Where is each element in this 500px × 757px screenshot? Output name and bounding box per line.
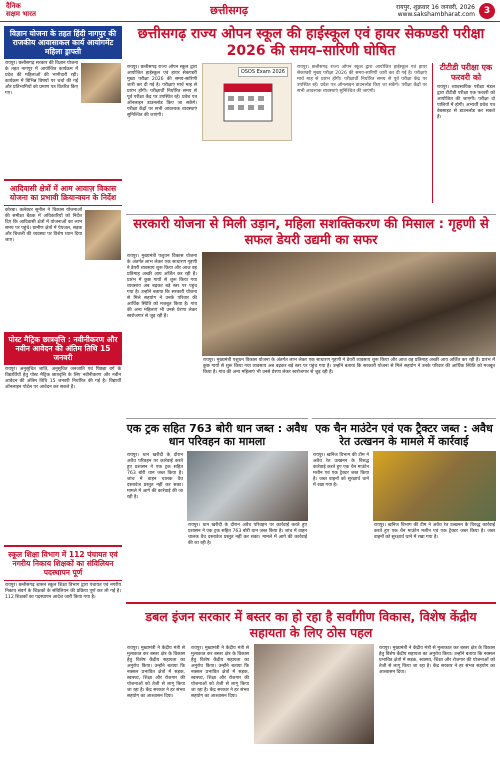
left-story-4-body: रायपुर। छत्तीसगढ़ शासन स्कूल शिक्षा विभाग द्वारा पंचायत एवं नगरीय निकाय संवर्ग के शिक्षकों के संविलियन की प्रक्रिया पूर्ण कर ली गई है। 112 शिक्षकों का पदस्थापन आदेश जारी किया गया है। (5, 583, 121, 600)
dairy-headline: सरकारी योजना से मिली उड़ान, महिला सशक्तिकरण की मिसाल : गृहणी से सफल डेयरी उद्यमी का सफर (126, 214, 496, 249)
calendar-icon (223, 80, 273, 122)
truck-photo (187, 451, 308, 521)
left-story-1 (4, 26, 122, 176)
bastar-headline: डबल इंजन सरकार में बस्तर का हो रहा है सर्वांगीण विकास, विशेष केंद्रीय सहायता के लिए ठोस पहल (145, 609, 477, 640)
paddy-seizure-story: एक ट्रक सहित 763 बोरी धान जब्त : अवैध धान परिवहन का मामला रायपुर। धान खरीदी के दौरान अवैध परिवहन पर कार्रवाई करते हुए प्रशासन ने एक ट्रक सहित 763 बोरी धान जब्त किया है। जांच में वाहन चालक वैध दस्तावेज प्रस्तुत नहीं कर सका। मामले में आगे की कार्रवाई की जा रही है। रायपुर। धान खरीदी के दौरान अवैध परिवहन पर कार्रवाई करते हुए प्रशासन ने एक ट्रक सहित 763 बोरी धान जब्त किया है। जांच में वाहन चालक वैध दस्तावेज प्रस्तुत नहीं कर सका। मामले में आगे की कार्रवाई की जा रही है। (126, 418, 308, 598)
paddy-seizure-headline: एक ट्रक सहित 763 बोरी धान जब्त : अवैध धान परिवहन का मामला (126, 422, 308, 448)
dairy-cows-photo (202, 252, 496, 356)
sand-mining-headline: एक चैन माउंटेन एवं एक ट्रैक्टर जब्त : अवैध रेत उत्खनन के मामले में कार्रवाई (315, 422, 493, 448)
sand-mining-story: एक चैन माउंटेन एवं एक ट्रैक्टर जब्त : अवैध रेत उत्खनन के मामले में कार्रवाई रायपुर। खनिज विभाग की टीम ने अवैध रेत उत्खनन के विरुद्ध कार्रवाई करते हुए एक चैन माउंटेन मशीन एवं एक ट्रैक्टर जब्त किया है। जब्त वाहनों को सुरक्षार्थ थाने में रखा गया है। रायपुर। खनिज विभाग की टीम ने अवैध रेत उत्खनन के विरुद्ध कार्रवाई करते हुए एक चैन माउंटेन मशीन एवं एक ट्रैक्टर जब्त किया है। जब्त वाहनों को सुरक्षार्थ थाने में रखा गया है। (312, 418, 496, 598)
calendar-label: OSOS Exam 2026 (238, 67, 288, 77)
paddy-seizure-body: रायपुर। धान खरीदी के दौरान अवैध परिवहन पर कार्रवाई करते हुए प्रशासन ने एक ट्रक सहित 763 बोरी धान जब्त किया है। जांच में वाहन चालक वैध दस्तावेज प्रस्तुत नहीं कर सका। मामले में आगे की कार्रवाई की जा रही है। (127, 453, 183, 500)
left-story-4-headline: स्कूल शिक्षा विभाग में 112 पंचायत एवं नगरीय निकाय शिक्षकों का संविलियन पदस्थापन पूर्ण (4, 545, 122, 581)
bastar-body: रायपुर। मुख्यमंत्री ने केंद्रीय मंत्री से मुलाकात कर बस्तर क्षेत्र के विकास हेतु विशेष केंद्रीय सहायता का अनुरोध किया। उन्होंने बताया कि नक्सल प्रभावित क्षेत्रों में सड़क, स्वास्थ्य, शिक्षा और रोजगार की योजनाओं को तेजी से लागू किया जा रहा है। केंद्र सरकार ने हर संभव सहयोग का आश्वासन दिया। (127, 646, 185, 699)
left-story-3-headline: पोस्ट मैट्रिक छात्रवृत्ति : नवीनीकरण और नवीन आवेदन की अंतिम तिथि 15 जनवरी (4, 332, 122, 365)
sand-mining-body: रायपुर। खनिज विभाग की टीम ने अवैध रेत उत्खनन के विरुद्ध कार्रवाई करते हुए एक चैन माउंटेन मशीन एवं एक ट्रैक्टर जब्त किया है। जब्त वाहनों को सुरक्षार्थ थाने में रखा गया है। (313, 453, 369, 488)
lead-headline: छत्तीसगढ़ राज्य ओपन स्कूल की हाईस्कूल एवं हायर सेकण्डरी परीक्षा 2026 की समय–सारिणी घोषित (137, 26, 485, 59)
dairy-story (126, 214, 496, 414)
dairy-body-continued: रायपुर। मुख्यमंत्री पशुधन विकास योजना के अंतर्गत लाभ लेकर एक साधारण गृहणी ने डेयरी व्यवसाय शुरू किया और आज वह प्रतिमाह अच्छी आय अर्जित कर रही हैं। प्रारंभ में कुछ गायों से शुरू किया गया व्यवसाय अब बढ़कर बड़े स्तर पर पहुंच गया है। उन्होंने बताया कि सरकारी योजना से मिले सहयोग ने उनके परिवार की आर्थिक स्थिति को मजबूत किया है। गांव की अन्य महिलाएं भी उनसे प्रेरणा लेकर स्वरोजगार से जुड़ रही हैं। (203, 358, 495, 375)
page-number: 3 (479, 3, 495, 19)
lead-body-continued: रायपुर। छत्तीसगढ़ राज्य ओपन स्कूल द्वारा आयोजित हाईस्कूल एवं हायर सेकण्डरी मुख्य परीक्षा 2026 की समय-सारिणी जारी कर दी गई है। परीक्षाएं मार्च माह से प्रारंभ होंगी। परीक्षार्थी निर्धारित समय से पूर्व परीक्षा केंद्र पर उपस्थित रहें। प्रवेश पत्र ऑनलाइन डाउनलोड किए जा सकेंगे। परीक्षा केंद्रों पर सभी आवश्यक व्यवस्थाएं सुनिश्चित की जाएंगी। (297, 65, 427, 94)
left-story-1-body: रायपुर। छत्तीसगढ़ सरकार की विज्ञान योजना के तहत नागपुर में आयोजित कार्यक्रम में प्रदेश की महिलाओं की भागीदारी रही। कार्यक्रम में विभिन्न विषयों पर चर्चा की गई और प्रतिभागियों को प्रमाण पत्र वितरित किए गए। (5, 61, 78, 96)
dateline: रायपुर, शुक्रवार 16 जनवरी, 2026 www.sakshambharat.com (396, 3, 475, 18)
left-column (4, 26, 122, 753)
ministers-meeting-photo (254, 644, 374, 744)
left-story-3-body: रायपुर। अनुसूचित जाति, अनुसूचित जनजाति एवं पिछड़ा वर्ग के विद्यार्थियों हेतु पोस्ट मैट्रिक छात्रवृत्ति के लिए नवीनीकरण और नवीन आवेदन की अंतिम तिथि 15 जनवरी निर्धारित की गई है। विद्यार्थी ऑनलाइन पोर्टल पर आवेदन कर सकते हैं। (5, 367, 121, 390)
story-photo (85, 210, 121, 260)
left-story-2-headline: आदिवासी क्षेत्रों में आम आवाज़ विकास योजना का प्रभावी क्रियान्वयन के निर्देश (4, 179, 122, 206)
ttd-body: रायपुर। व्यावसायिक परीक्षा मंडल द्वारा टीटीडी परीक्षा एक फरवरी को आयोजित की जाएगी। परीक्षा दो पालियों में होगी। अभ्यर्थी प्रवेश पत्र वेबसाइट से डाउनलोड कर सकते हैं। (437, 85, 495, 120)
section-title: छत्तीसगढ़ (210, 4, 249, 17)
ttd-box (432, 63, 496, 203)
exam-calendar-graphic (202, 63, 292, 141)
left-story-2 (4, 179, 122, 329)
ttd-headline: टीटीडी परीक्षा एक फरवरी को (439, 63, 493, 82)
excavator-photo (373, 451, 496, 521)
bastar-story: डबल इंजन सरकार में बस्तर का हो रहा है सर्वांगीण विकास, विशेष केंद्रीय सहायता के लिए ठोस पहल रायपुर। मुख्यमंत्री ने केंद्रीय मंत्री से मुलाकात कर बस्तर क्षेत्र के विकास हेतु विशेष केंद्रीय सहायता का अनुरोध किया। उन्होंने बताया कि नक्सल प्रभावित क्षेत्रों में सड़क, स्वास्थ्य, शिक्षा और रोजगार की योजनाओं को तेजी से लागू किया जा रहा है। केंद्र सरकार ने हर संभव सहयोग का आश्वासन दिया। रायपुर। मुख्यमंत्री ने केंद्रीय मंत्री से मुलाकात कर बस्तर क्षेत्र के विकास हेतु विशेष केंद्रीय सहायता का अनुरोध किया। उन्होंने बताया कि नक्सल प्रभावित क्षेत्रों में सड़क, स्वास्थ्य, शिक्षा और रोजगार की योजनाओं को तेजी से लागू किया जा रहा है। केंद्र सरकार ने हर संभव सहयोग का आश्वासन दिया। रायपुर। मुख्यमंत्री ने केंद्रीय मंत्री से मुलाकात कर बस्तर क्षेत्र के विकास हेतु विशेष केंद्रीय सहायता का अनुरोध किया। उन्होंने बताया कि नक्सल प्रभावित क्षेत्रों में सड़क, स्वास्थ्य, शिक्षा और रोजगार की योजनाओं को तेजी से लागू किया जा रहा है। केंद्र सरकार ने हर संभव सहयोग का आश्वासन दिया। (126, 602, 496, 753)
lead-story (126, 26, 496, 211)
dairy-body: रायपुर। मुख्यमंत्री पशुधन विकास योजना के अंतर्गत लाभ लेकर एक साधारण गृहणी ने डेयरी व्यवसाय शुरू किया और आज वह प्रतिमाह अच्छी आय अर्जित कर रही हैं। प्रारंभ में कुछ गायों से शुरू किया गया व्यवसाय अब बढ़कर बड़े स्तर पर पहुंच गया है। उन्होंने बताया कि सरकारी योजना से मिले सहयोग ने उनके परिवार की आर्थिक स्थिति को मजबूत किया है। गांव की अन्य महिलाएं भी उनसे प्रेरणा लेकर स्वरोजगार से जुड़ रही हैं। (127, 254, 197, 319)
newspaper-logo: दैनिक सक्षम भारत (6, 1, 36, 18)
story-photo (81, 63, 121, 103)
masthead (0, 0, 500, 22)
left-story-3 (4, 332, 122, 542)
lead-body: रायपुर। छत्तीसगढ़ राज्य ओपन स्कूल द्वारा आयोजित हाईस्कूल एवं हायर सेकण्डरी मुख्य परीक्षा 2026 की समय-सारिणी जारी कर दी गई है। परीक्षाएं मार्च माह से प्रारंभ होंगी। परीक्षार्थी निर्धारित समय से पूर्व परीक्षा केंद्र पर उपस्थित रहें। प्रवेश पत्र ऑनलाइन डाउनलोड किए जा सकेंगे। परीक्षा केंद्रों पर सभी आवश्यक व्यवस्थाएं सुनिश्चित की जाएंगी। (127, 65, 197, 118)
main-area (126, 26, 496, 753)
left-story-1-headline: विज्ञान योजना के तहत हिंदी नागपुर की राजकीय आवासाकल कार्य आयोगमेंट महिला ड्राफ्ती (4, 26, 122, 59)
left-story-4 (4, 545, 122, 750)
left-story-2-body: कोरबा। कलेक्टर सुनील ने विकास योजनाओं की समीक्षा बैठक में अधिकारियों को निर्देश दिए कि आदिवासी क्षेत्रों में योजनाओं का लाभ समय पर पहुंचे। ग्रामीण क्षेत्रों में पेयजल, सड़क और बिजली की व्यवस्था पर विशेष ध्यान दिया जाए। (5, 208, 82, 243)
